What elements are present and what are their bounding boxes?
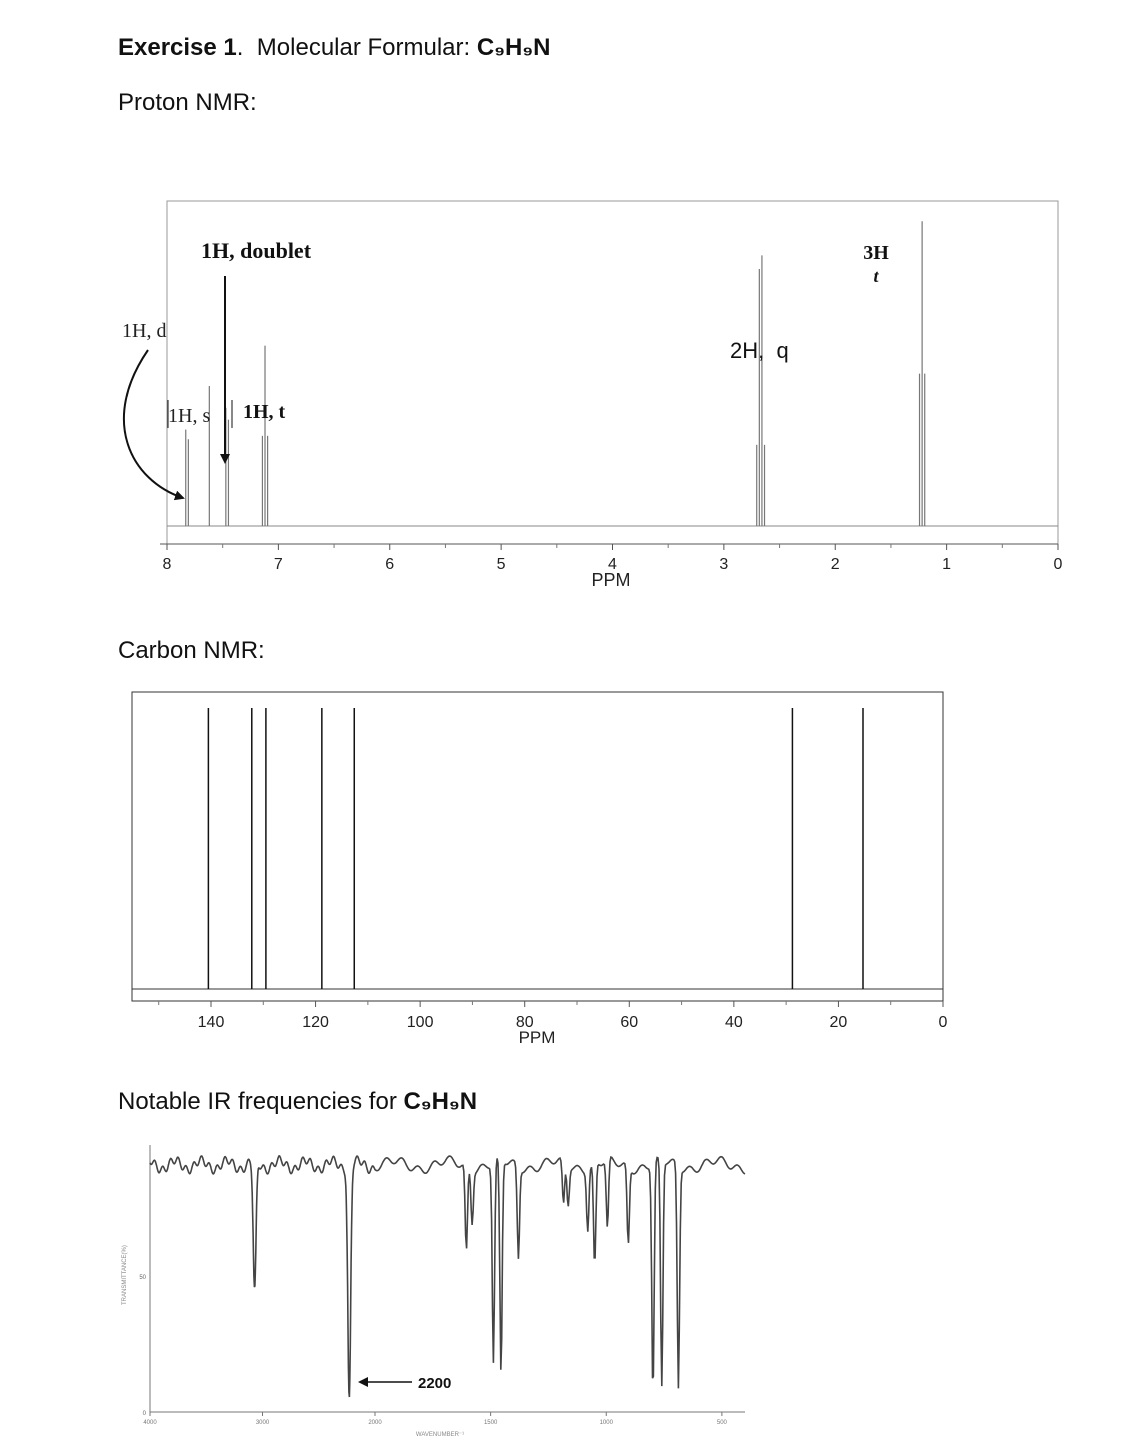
ir-tick-label: 1000 <box>599 1420 613 1426</box>
carbon-tick-label: 0 <box>938 1014 948 1031</box>
proton-tick-label: 3 <box>719 556 729 573</box>
proton-axis-label: PPM <box>591 570 631 590</box>
proton-annot-1h-d: 1H, d <box>122 320 167 342</box>
carbon-axis-label: PPM <box>518 1028 556 1047</box>
formula-label: Molecular Formular: <box>256 34 471 61</box>
ir-tick-label: 500 <box>716 1420 727 1426</box>
ir-ytick-50: 50 <box>139 1275 146 1281</box>
carbon-tick-label: 60 <box>620 1014 639 1031</box>
carbon-tick-label: 80 <box>515 1014 534 1031</box>
ir-formula: C₉H₉N <box>403 1088 478 1115</box>
exercise-period: . <box>236 34 244 61</box>
carbon-tick-label: 100 <box>406 1014 434 1031</box>
ir-tick-label: 3000 <box>255 1420 270 1426</box>
ir-2200-label: 2200 <box>418 1375 452 1392</box>
ir-heading-text: Notable IR frequencies for <box>118 1088 397 1115</box>
ir-y-axis-label: TRANSMITTANCE(%) <box>122 1245 128 1305</box>
exercise-label: Exercise 1 <box>118 34 237 61</box>
carbon-tick-label: 140 <box>197 1014 225 1031</box>
ir-tick-label: 2000 <box>368 1420 382 1426</box>
proton-tick-label: 1 <box>942 556 952 573</box>
proton-annot-3h: 3H <box>863 242 889 264</box>
ir-tick-label: 1500 <box>483 1420 498 1426</box>
proton-annot-1h-s: 1H, s <box>168 405 211 427</box>
formula: C₉H₉N <box>476 34 551 61</box>
proton-tick-label: 6 <box>385 556 395 573</box>
proton-annot-t: t <box>873 266 879 286</box>
proton-annot-1h-doublet: 1H, doublet <box>201 238 312 263</box>
carbon-tick-label: 20 <box>829 1014 848 1031</box>
proton-tick-label: 5 <box>496 556 506 573</box>
proton-tick-label: 0 <box>1053 556 1063 573</box>
proton-tick-label: 7 <box>273 556 283 573</box>
proton-tick-label: 4 <box>608 556 617 573</box>
ir-x-axis-label: WAVENUMBER⁻¹ <box>415 1432 465 1438</box>
carbon-tick-label: 40 <box>724 1014 743 1031</box>
ir-tick-label: 4000 <box>143 1420 157 1426</box>
proton-annot-1h-t: 1H, t <box>243 401 286 423</box>
proton-tick-label: 8 <box>162 556 172 573</box>
carbon-tick-label: 120 <box>302 1014 329 1031</box>
proton-nmr-heading: Proton NMR: <box>118 89 257 116</box>
proton-annot-2h-q: 2H, q <box>730 338 789 363</box>
ir-trace <box>150 1156 745 1397</box>
proton-tick-label: 2 <box>830 556 840 573</box>
ir-ytick-0: 0 <box>142 1411 146 1417</box>
carbon-nmr-heading: Carbon NMR: <box>118 637 265 664</box>
